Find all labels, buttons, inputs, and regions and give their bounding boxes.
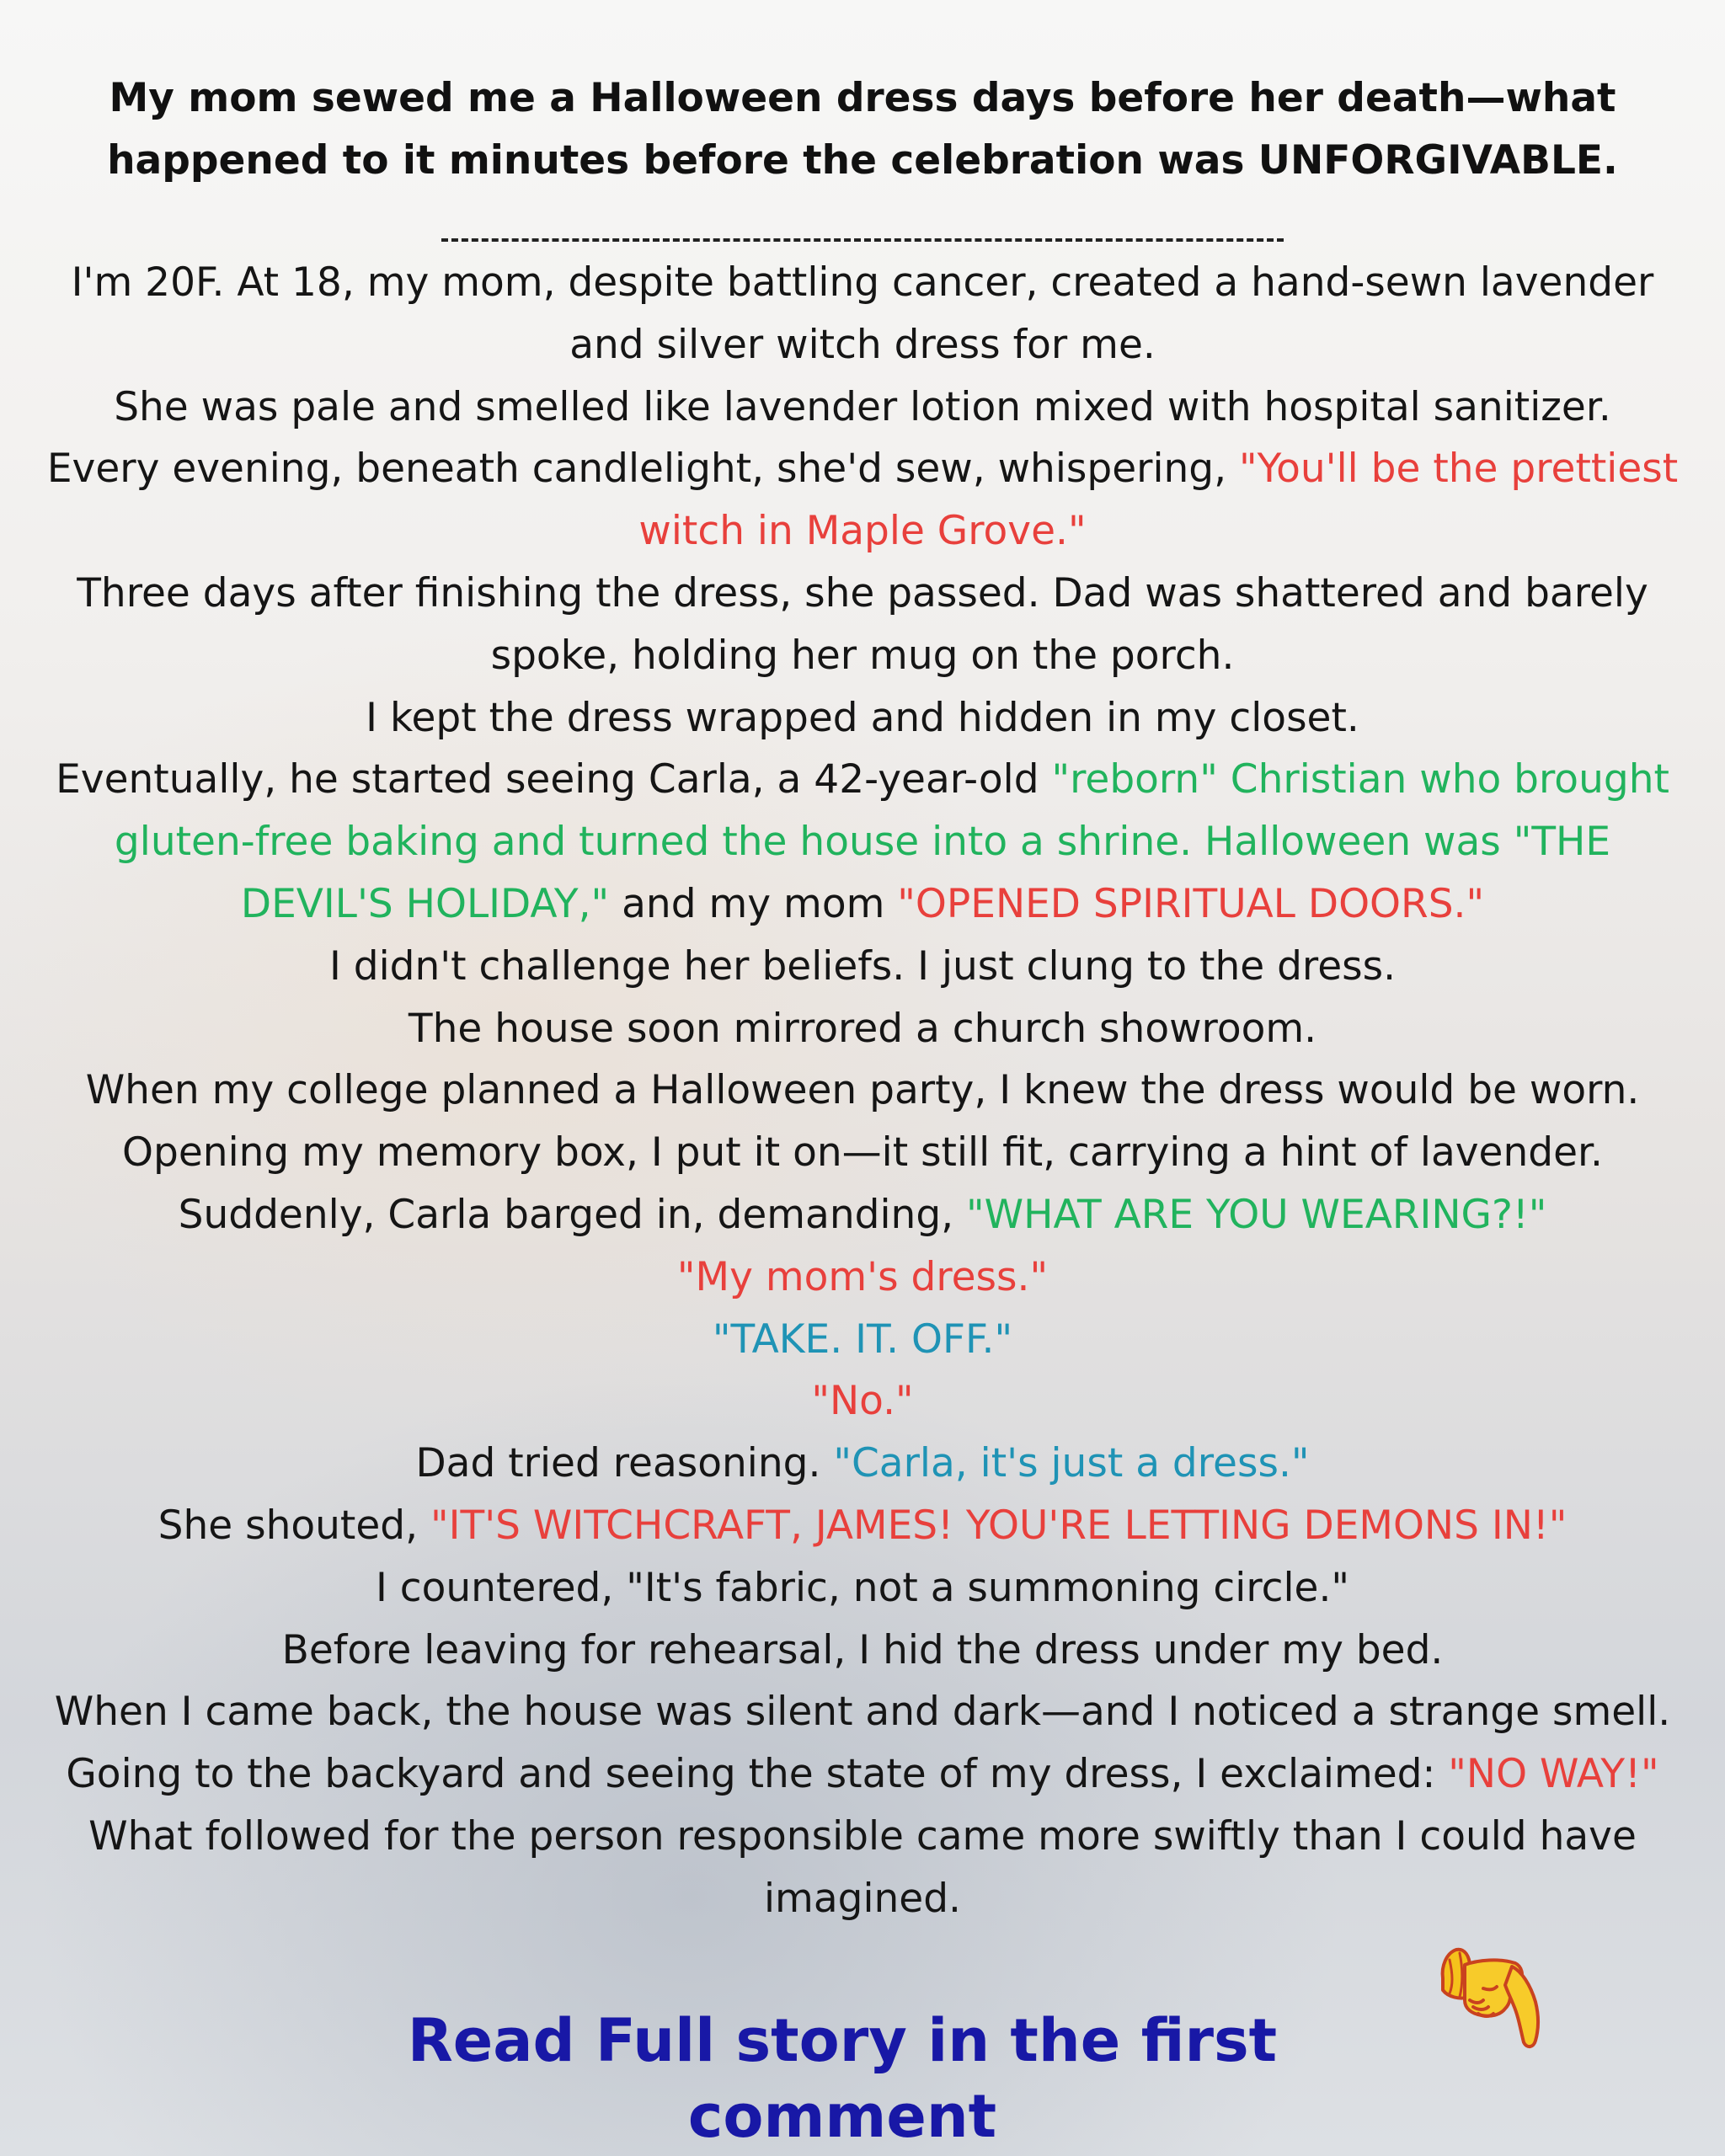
story-body [34, 252, 1691, 1930]
story-text: Going to the backyard and seeing the state of my dress, I exclaimed: [66, 1751, 1449, 1798]
story-paragraph: I'm 20F. At 18, my mom, despite battling cancer, created a hand-sewn lavender and silver witch dress for me. [71, 259, 1654, 368]
my-reply-quote: "My mom's dress." [676, 1253, 1049, 1300]
no-way-quote: "NO WAY!" [1448, 1751, 1659, 1798]
pointing-down-hand-icon [1428, 1941, 1554, 2059]
story-text: and my mom [609, 880, 898, 927]
story-text: Dad tried reasoning. [415, 1440, 834, 1487]
story-paragraph: Three days after finishing the dress, she passed. Dad was shattered and barely spoke, holding her mug on the porch. [77, 569, 1648, 679]
story-paragraph: The house soon mirrored a church showroom. [408, 1005, 1317, 1052]
story-paragraph: She was pale and smelled like lavender lotion mixed with hospital sanitizer. [114, 383, 1611, 430]
story-paragraph [34, 749, 1691, 935]
carla-quote: "WHAT ARE YOU WEARING?!" [966, 1191, 1547, 1238]
post-title: My mom sewed me a Halloween dress days before her death—what happened to it minutes before the celebration was UNFORGIVABLE. [107, 75, 1618, 184]
story-paragraph: Opening my memory box, I put it on—it still fit, carrying a hint of lavender. [122, 1129, 1603, 1177]
story-paragraph: I kept the dress wrapped and hidden in my closet. [366, 694, 1359, 741]
dad-quote: "Carla, it's just a dress." [833, 1440, 1310, 1487]
story-paragraph: I countered, "It's fabric, not a summoning circle." [376, 1564, 1349, 1611]
story-paragraph: Before leaving for rehearsal, I hid the dress under my bed. [281, 1626, 1444, 1673]
story-paragraph: When my college planned a Halloween party, I knew the dress would be worn. [85, 1067, 1640, 1114]
story-paragraph [34, 1495, 1691, 1557]
witchcraft-quote: "IT'S WITCHCRAFT, JAMES! YOU'RE LETTING DEMONS IN!" [430, 1502, 1567, 1549]
story-paragraph [34, 438, 1691, 563]
story-paragraph: When I came back, the house was silent and dark—and I noticed a strange smell. [54, 1689, 1671, 1736]
story-text: Suddenly, Carla barged in, demanding, [178, 1191, 967, 1238]
read-full-story-link[interactable]: Read Full story in the first comment [407, 2006, 1278, 2151]
carla-description: "reborn" Christian who brought gluten-free baking and turned the house into a shrine. Halloween was "THE DEVIL'S HOLIDAY," [114, 756, 1669, 927]
dashed-divider [441, 238, 1284, 242]
story-text: She shouted, [158, 1502, 430, 1549]
story-paragraph: I didn't challenge her beliefs. I just clung to the dress. [328, 942, 1397, 990]
story-text: Eventually, he started seeing Carla, a 42-year-old [56, 756, 1052, 803]
no-quote: "No." [811, 1378, 914, 1425]
spiritual-doors-quote: "OPENED SPIRITUAL DOORS." [897, 880, 1485, 927]
story-paragraph [34, 1743, 1691, 1806]
story-text: Every evening, beneath candlelight, she'd sew, whispering, [46, 446, 1240, 493]
mom-quote: "You'll be the prettiest witch in Maple Grove." [638, 446, 1679, 555]
story-paragraph [34, 1433, 1691, 1495]
story-paragraph: What followed for the person responsible came more swiftly than I could have imagined. [88, 1812, 1637, 1922]
take-it-off-quote: "TAKE. IT. OFF." [712, 1315, 1013, 1363]
story-paragraph [34, 1184, 1691, 1246]
